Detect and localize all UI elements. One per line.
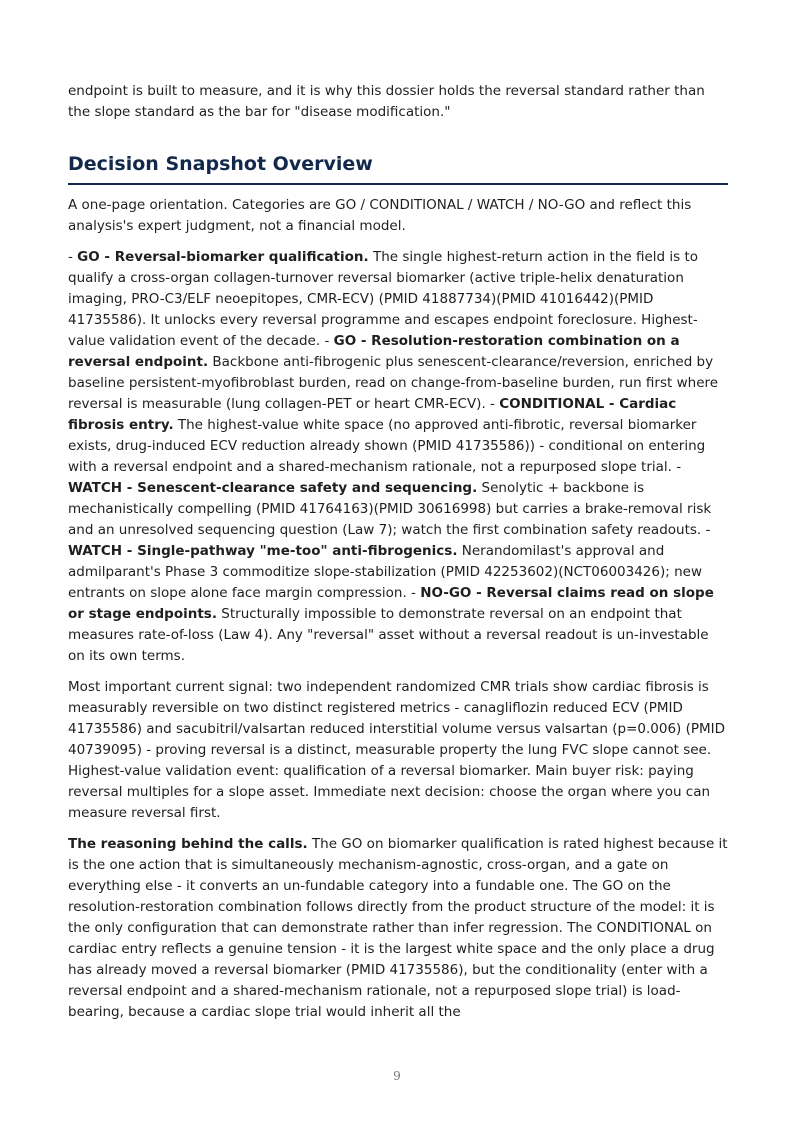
intro-paragraph: endpoint is built to measure, and it is why this dossier holds the reversal standard rather than the slope standard as the bar for "disease modification." bbox=[68, 83, 705, 120]
call-nogo-reversal-text: Structurally impossible to demonstrate reversal on an endpoint that measures rate-of-loss (Law 4). Any "reversal" asset without a reversal readout is un-investable on its own terms. bbox=[68, 606, 709, 664]
call-go-combination-prefix: - bbox=[320, 333, 334, 349]
call-go-biomarker-text: The single highest-return action in the field is to qualify a cross-organ collagen-turnover reversal biomarker (active triple-helix denaturation imaging, PRO-C3/ELF neoepitopes, CMR-ECV) (PMID 41887734)(PMID 41016442)(PMID 41735586). It unlocks every reversal programme and escapes endpoint foreclosure. Highest-value validation event of the decade. bbox=[68, 249, 699, 349]
calls-paragraph bbox=[68, 247, 728, 667]
call-go-biomarker-prefix: - bbox=[68, 249, 78, 265]
call-watch-senescent-text: Senolytic + backbone is mechanistically compelling (PMID 41764163)(PMID 30616998) but carries a brake-removal risk and an unresolved sequencing question (Law 7); watch the first combination safety readouts. bbox=[68, 480, 712, 538]
signal-paragraph: Most important current signal: two independent randomized CMR trials show cardiac fibrosis is measurably reversible on two distinct registered metrics - canagliflozin reduced ECV (PMID 41735586) and sacubitril/valsartan reduced interstitial volume versus valsartan (p=0.006) (PMID 40739095) - proving reversal is a distinct, measurable property the lung FVC slope cannot see. Highest-value validation event: qualification of a reversal biomarker. Main buyer risk: paying reversal multiples for a slope asset. Immediate next decision: choose the organ where you can measure reversal first. bbox=[68, 679, 726, 821]
reasoning-paragraph bbox=[68, 834, 728, 1023]
call-nogo-reversal-title: NO-GO - Reversal claims read on slope or stage endpoints. bbox=[68, 585, 714, 622]
call-watch-senescent-title: WATCH - Senescent-clearance safety and sequencing. bbox=[68, 480, 478, 496]
call-nogo-reversal-prefix: - bbox=[406, 585, 421, 601]
orientation-paragraph: A one-page orientation. Categories are GO / CONDITIONAL / WATCH / NO-GO and reflect this analysis's expert judgment, not a financial model. bbox=[68, 197, 692, 234]
call-go-combination-title: GO - Resolution-restoration combination on a reversal endpoint. bbox=[68, 333, 680, 370]
call-watch-senescent-prefix: - bbox=[671, 459, 682, 475]
call-watch-metoo-text: Nerandomilast's approval and admilparant's Phase 3 commoditize slope-stabilization (PMID 42253602)(NCT06003426); new entrants on slope alone face margin compression. bbox=[68, 543, 702, 601]
call-conditional-cardiac-text: The highest-value white space (no approved anti-fibrotic, reversal biomarker exists, drug-induced ECV reduction already shown (PMID 41735586)) - conditional on entering with a reversal endpoint and a shared-mechanism rationale, not a repurposed slope trial. bbox=[68, 417, 706, 475]
reasoning-text: The GO on biomarker qualification is rated highest because it is the one action that is simultaneously mechanism-agnostic, cross-organ, and a gate on everything else - it converts an un-fundable category into a fundable one. The GO on the resolution-restoration combination follows directly from the product structure of the model: it is the only configuration that can demonstrate rather than infer regression. The CONDITIONAL on cardiac entry reflects a genuine tension - it is the largest white space and the only place a drug has already moved a reversal biomarker (PMID 41735586), but the conditionality (enter with a reversal endpoint and a shared-mechanism rationale, not a repurposed slope trial) is load-bearing, because a cardiac slope trial would inherit all the bbox=[68, 836, 728, 1020]
page-number: 9 bbox=[393, 1069, 401, 1083]
document-page bbox=[68, 81, 728, 1033]
reasoning-title: The reasoning behind the calls. bbox=[68, 836, 308, 852]
section-heading: Decision Snapshot Overview bbox=[68, 149, 728, 185]
call-conditional-cardiac-prefix: - bbox=[485, 396, 500, 412]
call-watch-metoo-title: WATCH - Single-pathway "me-too" anti-fibrogenics. bbox=[68, 543, 458, 559]
call-go-combination-text: Backbone anti-fibrogenic plus senescent-clearance/reversion, enriched by baseline persistent-myofibroblast burden, read on change-from-baseline burden, run first where reversal is measurable (lung collagen-PET or heart CMR-ECV). bbox=[68, 354, 719, 412]
call-conditional-cardiac-title: CONDITIONAL - Cardiac fibrosis entry. bbox=[68, 396, 677, 433]
call-go-biomarker-title: GO - Reversal-biomarker qualification. bbox=[77, 249, 369, 265]
call-watch-metoo-prefix: - bbox=[701, 522, 711, 538]
